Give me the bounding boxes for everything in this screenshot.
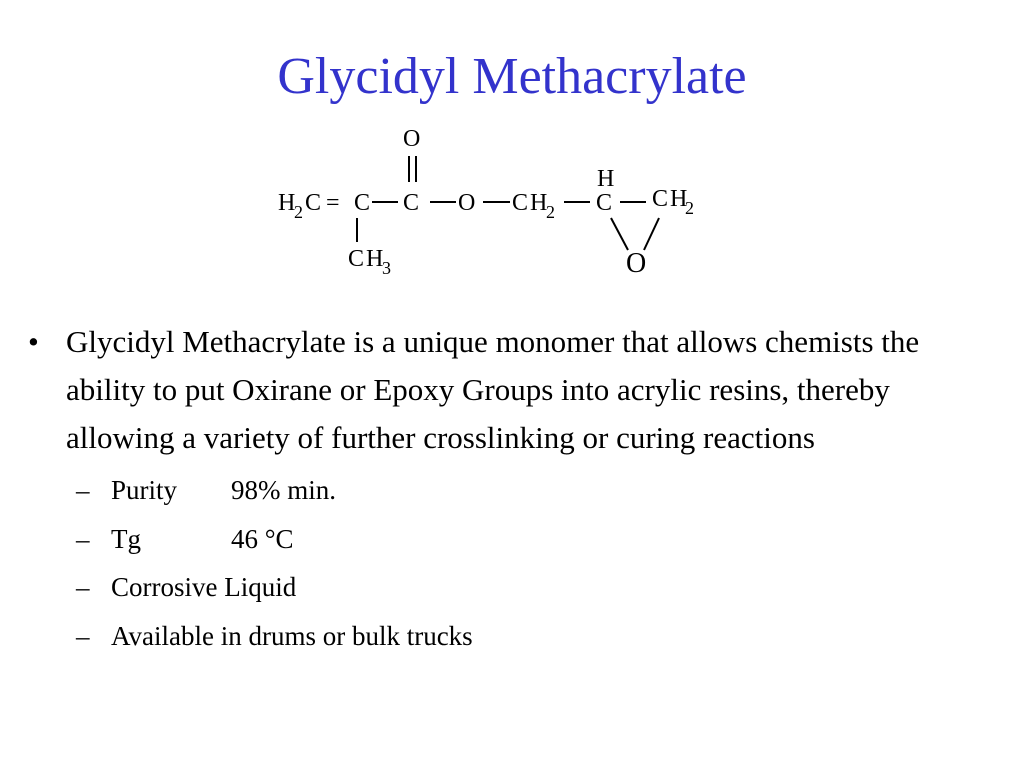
bullet-mark: • bbox=[28, 324, 39, 359]
sub-item-corrosive bbox=[28, 563, 988, 612]
h2c-c: C bbox=[305, 190, 322, 216]
sub-item-purity bbox=[28, 466, 988, 515]
methine-h: H bbox=[597, 166, 615, 192]
sub-dash: – bbox=[76, 523, 90, 554]
sub-dash: – bbox=[76, 620, 90, 651]
ring-ch2-h: H bbox=[670, 186, 688, 212]
chemical-structure bbox=[250, 118, 730, 288]
ch2-h: H bbox=[530, 190, 548, 216]
slide-title: Glycidyl Methacrylate bbox=[277, 48, 747, 105]
sub-item-label: Corrosive Liquid bbox=[111, 572, 297, 602]
main-bullet-text: Glycidyl Methacrylate is a unique monomer that allows chemists the ability to put Oxirane or Epoxy Groups into acrylic resins, thereby allowing a variety of further crosslinking or curing reactions bbox=[66, 324, 920, 455]
alpha-carbon: C bbox=[354, 190, 371, 216]
ch3-subscript: 3 bbox=[382, 258, 391, 278]
ch3-h: H bbox=[366, 246, 384, 272]
sub-item-value: 98% min. bbox=[231, 475, 336, 505]
sub-item-tg bbox=[28, 515, 988, 564]
bullet-list bbox=[28, 318, 988, 660]
ring-ch2-c: C bbox=[652, 186, 669, 212]
ring-bond-right bbox=[644, 218, 659, 250]
ring-carbon: C bbox=[596, 190, 613, 216]
h2c-subscript: 2 bbox=[294, 202, 303, 222]
sub-dash: – bbox=[76, 475, 90, 505]
ch3-c: C bbox=[348, 246, 365, 272]
h2c-h: H bbox=[278, 190, 296, 216]
ring-ch2-subscript: 2 bbox=[685, 198, 694, 218]
sub-item-label: Purity bbox=[111, 475, 178, 505]
ch2-subscript: 2 bbox=[546, 202, 555, 222]
ring-bond-left bbox=[611, 218, 628, 250]
sub-item-label: Available in drums or bulk trucks bbox=[111, 620, 473, 651]
epoxide-oxygen: O bbox=[626, 248, 647, 279]
structure-diagram bbox=[250, 118, 730, 288]
main-bullet bbox=[28, 318, 988, 462]
sub-bullet-list bbox=[28, 466, 988, 660]
sub-item-value: 46 °C bbox=[231, 523, 294, 554]
sub-dash: – bbox=[76, 572, 90, 602]
carbonyl-oxygen: O bbox=[403, 126, 421, 152]
double-bond-eq: = bbox=[326, 190, 340, 216]
ester-oxygen: O bbox=[458, 190, 476, 216]
sub-item-availability bbox=[28, 612, 988, 661]
sub-item-label: Tg bbox=[111, 523, 141, 554]
ch2-c: C bbox=[512, 190, 529, 216]
carbonyl-carbon: C bbox=[403, 190, 420, 216]
